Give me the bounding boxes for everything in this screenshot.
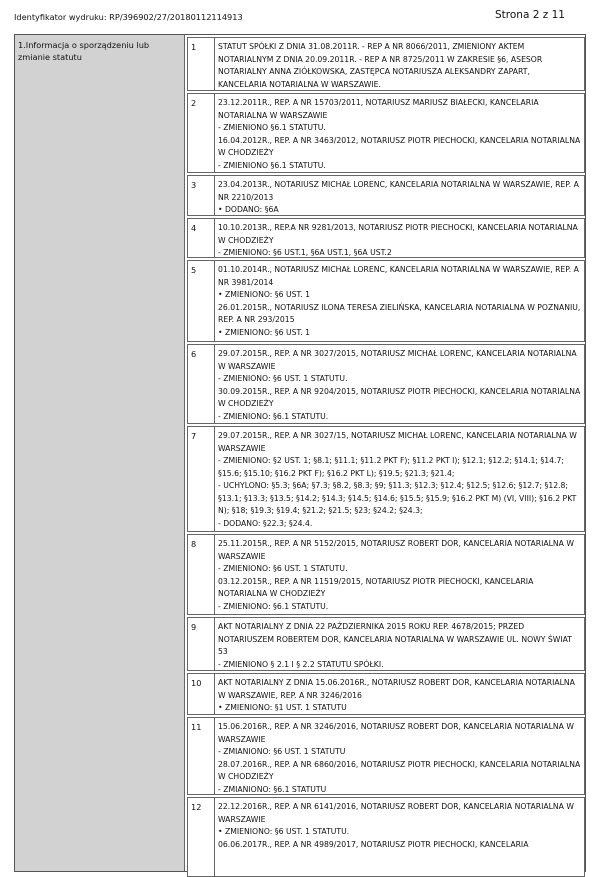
table-row — [187, 260, 585, 342]
entry-number: 9 — [188, 618, 215, 670]
entry-text: STATUT SPÓŁKI Z DNIA 31.08.2011R. - REP A NR 8066/2011, ZMIENIONY AKTEM NOTARIALNYM Z DNIA 20.09.2011R. - REP A NR 8725/2011 W ZAKRESIE §6, ASESOR NOTARIALNY ANNA ZIÓŁKOWSKA, ZASTĘPCA NOTARIUSZA ALEKSANDRY ZAPART, KANCELARIA NOTARIALNA W WARSZAWIE. — [218, 42, 543, 89]
entry-number: 10 — [188, 674, 215, 714]
entry-text: AKT NOTARIALNY Z DNIA 22 PAŹDZIERNIKA 2015 ROKU REP. 4678/2015; PRZED NOTARIUSZEM ROBERTEM DOR, KANCELARIA NOTARIALNA W WARSZAWIE UL. NOWY ŚWIAT 53 - ZMIENIONO § 2.1 I § 2.2 STATUTU SPÓŁKI. — [218, 622, 572, 669]
table-row — [187, 93, 585, 173]
page-number: Strona 2 z 11 — [495, 9, 565, 21]
entry-number: 2 — [188, 94, 215, 172]
entry-text: 29.07.2015R., REP. A NR 3027/2015, NOTARIUSZ MICHAŁ LORENC, KANCELARIA NOTARIALNA W WARSZAWIE - ZMIENIONO: §6 UST. 1 STATUTU. 30.09.2015R., REP. A NR 9204/2015, NOTARIUSZ PIOTR PIECHOCKI, KANCELARIA NOTARIALNA W CHODZIEŻY - ZMIENIONO: §6.1 STATUTU. — [218, 349, 581, 421]
section-column — [15, 35, 185, 871]
entry-number: 4 — [188, 219, 215, 257]
entry-number: 8 — [188, 535, 215, 614]
entry-text: 23.12.2011R., REP. A NR 15703/2011, NOTARIUSZ MARIUSZ BIAŁECKI, KANCELARIA NOTARIALNA W WARSZAWIE - ZMIENIONO §6.1 STATUTU. 16.04.2012R., REP. A NR 3463/2012, NOTARIUSZ PIOTR PIECHOCKI, KANCELARIA NOTARIALNA W CHODZIEŻY - ZMIENIONO §6.1 STATUTU. — [218, 98, 581, 170]
table-row — [187, 717, 585, 795]
entry-text: 22.12.2016R., REP. A NR 6141/2016, NOTARIUSZ ROBERT DOR, KANCELARIA NOTARIALNA W WARSZAWIE • ZMIENIONO: §6 UST. 1 STATUTU. 06.06.2017R., REP. A NR 4989/2017, NOTARIUSZ PIOTR PIECHOCKI, KANCELARIA — [218, 802, 574, 849]
document-table — [14, 34, 586, 872]
entry-number: 5 — [188, 261, 215, 341]
table-row — [187, 797, 585, 877]
print-identifier: Identyfikator wydruku: RP/396902/27/20180112114913 — [14, 12, 243, 22]
table-row — [187, 617, 585, 671]
table-row — [187, 534, 585, 615]
entry-text: 15.06.2016R., REP. A NR 3246/2016, NOTARIUSZ ROBERT DOR, KANCELARIA NOTARIALNA W WARSZAWIE - ZMIANIONO: §6 UST. 1 STATUTU 28.07.2016R., REP. A NR 6860/2016, NOTARIUSZ PIOTR PIECHOCKI, KANCELARIA NOTARIALNA W CHODZIEŻY - ZMIANIONO: §6.1 STATUTU — [218, 722, 581, 794]
entry-number: 12 — [188, 798, 215, 876]
entry-text: 01.10.2014R., NOTARIUSZ MICHAŁ LORENC, KANCELARIA NOTARIALNA W WARSZAWIE, REP. A NR 3981/2014 • ZMIENIONO: §6 UST. 1 26.01.2015R., NOTARIUSZ ILONA TERESA ZIELIŃSKA, KANCELARIA NOTARIALNA W POZNANIU, REP. A NR 293/2015 • ZMIENIONO: §6 UST. 1 — [218, 265, 581, 337]
entry-number: 7 — [188, 427, 215, 531]
entry-text: AKT NOTARIALNY Z DNIA 15.06.2016R., NOTARIUSZ ROBERT DOR, KANCELARIA NOTARIALNA W WARSZAWIE, REP. A NR 3246/2016 • ZMIENIONO: §1 UST. 1 STATUTU — [218, 678, 575, 712]
entry-text: 23.04.2013R., NOTARIUSZ MICHAŁ LORENC, KANCELARIA NOTARIALNA W WARSZAWIE, REP. A NR 2210/2013 • DODANO: §6A — [218, 180, 579, 214]
section-title: 1.Informacja o sporządzeniu lub zmianie statutu — [18, 40, 150, 62]
table-row — [187, 344, 585, 424]
table-row — [187, 37, 585, 91]
entry-number: 1 — [188, 38, 215, 90]
entry-number: 3 — [188, 176, 215, 215]
entry-text: 29.07.2015R., REP. A NR 3027/15, NOTARIUSZ MICHAŁ LORENC, KANCELARIA NOTARIALNA W WARSZAWIE - ZMIENIONO: §2 UST. 1; §8.1; §11.1; §11.2 PKT F); §11.2 PKT I); §12.1; §12.2; §14.1; §14.7; §15.6; §15.10; §16.2 PKT F); §16.2 PKT L); §19.5; §21.3; §21.4; - UCHYLONO: §5.3; §6A; §7.3; §8.2, §8.3; §9; §11.3; §12.3; §12.4; §12.5; §12.6; §12.7; §12.8; §13.1; §13.3; §13.5; §14.2; §14.3; §14.5; §14.6; §15.5; §15.9; §16.2 PKT M) (VI, VIII); §16.2 PKT N); §18; §19.3; §19.4; §21.2; §21.5; §23; §24.2; §24.3; - DODANO: §22.3; §24.4. — [218, 431, 577, 528]
table-row — [187, 673, 585, 715]
table-row — [187, 175, 585, 216]
entry-number: 11 — [188, 718, 215, 794]
entry-text: 25.11.2015R., REP. A NR 5152/2015, NOTARIUSZ ROBERT DOR, KANCELARIA NOTARIALNA W WARSZAWIE - ZMIENIONO: §6 UST. 1 STATUTU. 03.12.2015R., REP. A NR 11519/2015, NOTARIUSZ PIOTR PIECHOCKI, KANCELARIA NOTARIALNA W CHODZIEŻY - ZMIENIONO: §6.1 STATUTU. — [218, 539, 574, 611]
table-row — [187, 426, 585, 532]
entry-number: 6 — [188, 345, 215, 423]
table-row — [187, 218, 585, 258]
entry-text: 10.10.2013R., REP.A NR 9281/2013, NOTARIUSZ PIOTR PIECHOCKI, KANCELARIA NOTARIALNA W CHODZIEŻY - ZMIENIONO: §6 UST.1, §6A UST.1, §6A UST.2 — [218, 223, 578, 257]
